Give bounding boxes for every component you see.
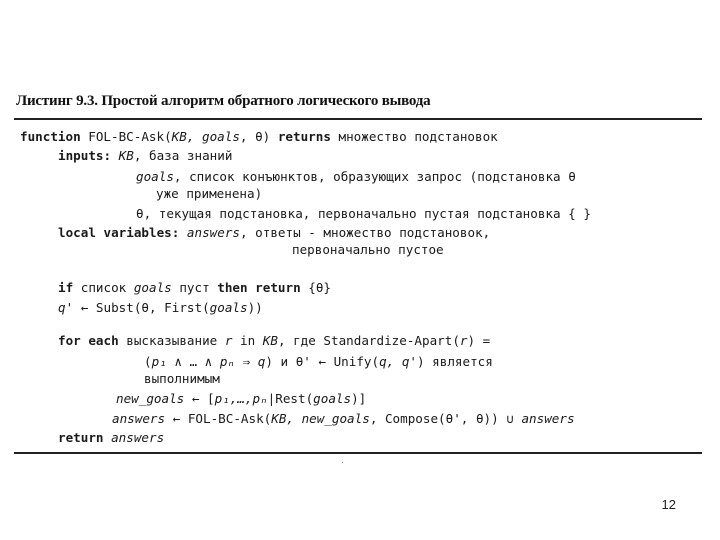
code-line-unify: [144, 354, 493, 370]
code-text: выполнимым: [144, 371, 220, 386]
code-text: , θ): [239, 129, 278, 144]
code-text: ) является: [417, 354, 493, 369]
code-line-goals-cont: [156, 186, 262, 202]
code-text: ) и θ' ← Unify(: [265, 354, 380, 369]
code-text: список: [73, 280, 134, 295]
code-text: FOL-BC-Ask(: [80, 129, 172, 144]
listing-title: Листинг 9.3. Простой алгоритм обратного логического вывода: [16, 93, 431, 109]
code-text: ← Subst(θ, First(: [73, 300, 210, 315]
keyword: then return: [217, 280, 301, 295]
code-text: , ответы - множество подстановок,: [240, 225, 491, 240]
code-text: высказывание: [118, 333, 225, 348]
code-line-for-each: [58, 333, 490, 349]
keyword: function: [20, 129, 81, 144]
keyword: return: [58, 430, 104, 445]
code-var: answers: [521, 411, 575, 426]
code-var: new_goals: [116, 391, 185, 406]
keyword: if: [58, 280, 74, 295]
code-text: [179, 225, 187, 240]
scan-dot: ·: [341, 458, 344, 467]
code-var: answers: [112, 411, 166, 426]
code-var: goals: [209, 300, 248, 315]
code-text: {θ}: [300, 280, 332, 295]
keyword: for each: [58, 333, 119, 348]
code-var: goals: [313, 391, 352, 406]
code-var: pₙ: [219, 354, 236, 369]
code-text: in: [232, 333, 263, 348]
code-line-subst: [58, 300, 263, 316]
code-var: goals: [136, 169, 174, 184]
code-text: ∧ … ∧: [166, 354, 220, 369]
code-var: q: [257, 354, 266, 369]
code-var: goals: [133, 280, 172, 295]
code-text: ← FOL-BC-Ask(: [165, 411, 272, 426]
code-text: [104, 430, 112, 445]
code-var: q, q': [379, 354, 418, 369]
code-var: p₁,…,pₙ: [214, 391, 268, 406]
code-text: ← [: [184, 391, 215, 406]
code-line-theta: [136, 206, 591, 222]
code-var: answers: [111, 430, 165, 445]
code-line-answers: [112, 411, 575, 427]
code-line-new-goals: [116, 391, 366, 407]
bottom-rule: [14, 452, 702, 454]
code-text: ) =: [467, 333, 491, 348]
code-var: KB: [118, 148, 134, 163]
code-line-goals: [136, 169, 576, 185]
code-text: ⇒: [235, 354, 258, 369]
code-text: θ, текущая подстановка, первоначально пустая подстановка { }: [136, 206, 591, 221]
code-text: , список конъюнктов, образующих запрос (подстановка θ: [173, 169, 576, 184]
code-var: KB, goals: [171, 129, 240, 144]
code-text: множество подстановок: [330, 129, 498, 144]
keyword: inputs:: [58, 148, 112, 163]
code-var: p₁: [151, 354, 167, 369]
code-line-local-vars-cont: [292, 242, 444, 258]
code-var: r: [459, 333, 468, 348]
code-var: r: [224, 333, 233, 348]
code-text: [111, 148, 119, 163]
code-line-if: [58, 280, 331, 296]
code-line-return: [58, 430, 164, 446]
code-text: (: [144, 354, 152, 369]
code-text: первоначально пустое: [292, 242, 444, 257]
code-line-local-vars: [58, 225, 490, 241]
code-text: |Rest(: [267, 391, 314, 406]
code-var: q': [58, 300, 74, 315]
code-line-unify-cont: [144, 371, 220, 387]
code-text: уже применена): [156, 186, 263, 201]
code-var: KB, new_goals: [271, 411, 370, 426]
code-text: , Compose(θ', θ)) ∪: [369, 411, 522, 426]
code-text: , база знаний: [133, 148, 233, 163]
code-line-function: [20, 129, 498, 145]
keyword: local variables:: [58, 225, 180, 240]
code-text: , где Standardize-Apart(: [277, 333, 460, 348]
code-line-inputs: [58, 148, 232, 164]
page-number: 12: [661, 497, 676, 512]
keyword: returns: [277, 129, 331, 144]
code-var: KB: [262, 333, 278, 348]
code-var: answers: [186, 225, 240, 240]
code-text: пуст: [171, 280, 218, 295]
code-text: )]: [351, 391, 367, 406]
code-text: )): [247, 300, 263, 315]
